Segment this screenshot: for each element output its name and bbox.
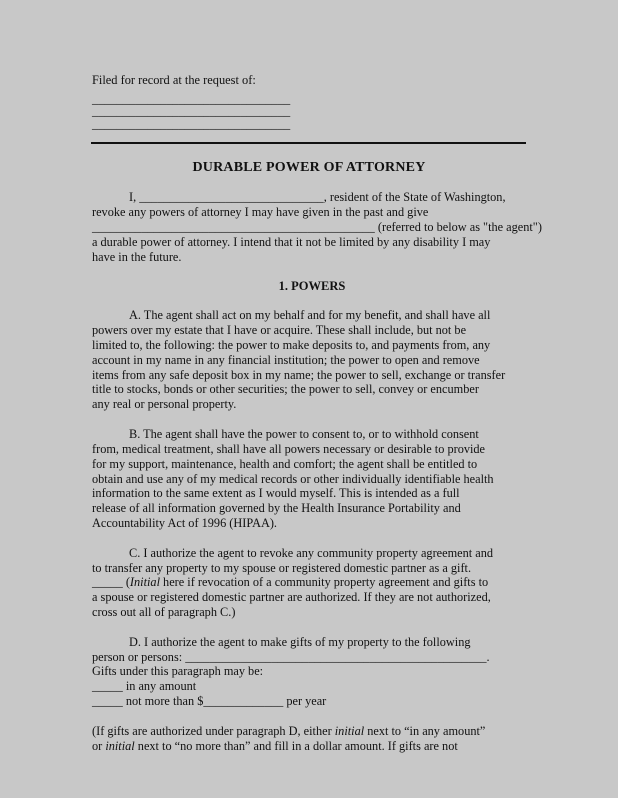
para-d-line-2: person or persons: _________________________________________________. <box>92 649 490 664</box>
note-line-2 <box>92 739 532 754</box>
para-c-line-4: a spouse or registered domestic partner are authorized. If they are not authorized, <box>92 590 491 605</box>
document-body <box>92 190 542 768</box>
section-heading-powers: 1. POWERS <box>278 279 346 294</box>
para-c-line-2: to transfer any property to my spouse or registered domestic partner as a gift. <box>92 560 472 575</box>
para-a-line-2: powers over my estate that I have or acquire. These shall include, but not be <box>92 322 467 337</box>
para-a-line-1: A. The agent shall act on my behalf and for my benefit, and shall have all <box>129 307 491 322</box>
intro-line-4: a durable power of attorney. I intend that it not be limited by any disability I may <box>92 234 491 249</box>
para-c-initial-italic: Initial <box>129 575 160 590</box>
paragraph-d <box>92 635 532 710</box>
para-a-line-7: any real or personal property. <box>92 397 237 412</box>
note-line-1 <box>92 724 532 739</box>
para-a-line-3: limited to, the following: the power to make deposits to, and payments from, any <box>92 337 491 352</box>
para-a-line-5: items from any safe deposit box in my name; the power to sell, exchange or transfer <box>92 367 506 382</box>
note-text-3: or <box>92 738 106 753</box>
para-b-line-1: B. The agent shall have the power to consent to, or to withhold consent <box>129 426 479 441</box>
para-d-line-3: Gifts under this paragraph may be: <box>92 664 264 679</box>
note-text-1: (If gifts are authorized under paragraph D, either <box>92 723 335 738</box>
para-b-line-5: information to the same extent as I would myself. This is intended as a full <box>92 486 460 501</box>
filed-label: Filed for record at the request of: <box>92 73 256 87</box>
intro-line-3: ______________________________________________ (referred to below as "the agent") <box>92 219 542 234</box>
filed-for-record-block <box>92 74 532 131</box>
para-a-line-4: account in my name in any financial institution; the power to open and remove <box>92 352 480 367</box>
para-b-line-3: for my support, maintenance, health and comfort; the agent shall be entitled to <box>92 456 478 471</box>
note-italic-initial-1: initial <box>334 723 365 738</box>
para-c-line-1: C. I authorize the agent to revoke any community property agreement and <box>129 545 493 560</box>
intro-line-2: revoke any powers of attorney I may have given in the past and give <box>92 204 429 219</box>
para-c-line-5: cross out all of paragraph C.) <box>92 605 236 620</box>
note-text-4: next to “no more than” and fill in a dollar amount. If gifts are not <box>134 738 458 753</box>
intro-paragraph <box>92 190 542 265</box>
para-d-line-1: D. I authorize the agent to make gifts of my property to the following <box>129 634 471 649</box>
para-d-line-4: _____ in any amount <box>92 679 197 694</box>
para-b-line-2: from, medical treatment, shall have all powers necessary or desirable to provide <box>92 441 486 456</box>
document-title: DURABLE POWER OF ATTORNEY <box>192 160 426 175</box>
gifts-note-paragraph <box>92 724 532 754</box>
para-c-initial-blank: _____ ( <box>92 575 130 590</box>
para-c-line-3 <box>92 575 532 590</box>
para-a-line-6: title to stocks, bonds or other securities; the power to sell, convey or encumber <box>92 382 479 397</box>
paragraph-b <box>92 427 532 531</box>
para-b-line-4: obtain and use any of my medical records or other individually identifiable health <box>92 471 494 486</box>
filed-blank-line-1: ________________________________ <box>92 91 291 106</box>
note-text-2: next to “in any amount” <box>364 723 486 738</box>
note-italic-initial-2: initial <box>105 738 135 753</box>
filed-blank-line-2: ________________________________ <box>92 104 291 119</box>
para-c-line-3-rest: here if revocation of a community property agreement and gifts to <box>159 575 489 590</box>
paragraph-c <box>92 546 532 621</box>
paragraph-a <box>92 308 532 412</box>
para-d-line-5: _____ not more than $_____________ per year <box>92 694 327 709</box>
filed-blank-line-3: ________________________________ <box>92 117 291 132</box>
intro-line-1: I, ______________________________, resident of the State of Washington, <box>129 190 506 204</box>
horizontal-rule <box>91 142 526 144</box>
para-b-line-7: Accountability Act of 1996 (HIPAA). <box>92 516 277 531</box>
intro-line-5: have in the future. <box>92 249 182 264</box>
para-b-line-6: release of all information governed by the Health Insurance Portability and <box>92 501 461 516</box>
